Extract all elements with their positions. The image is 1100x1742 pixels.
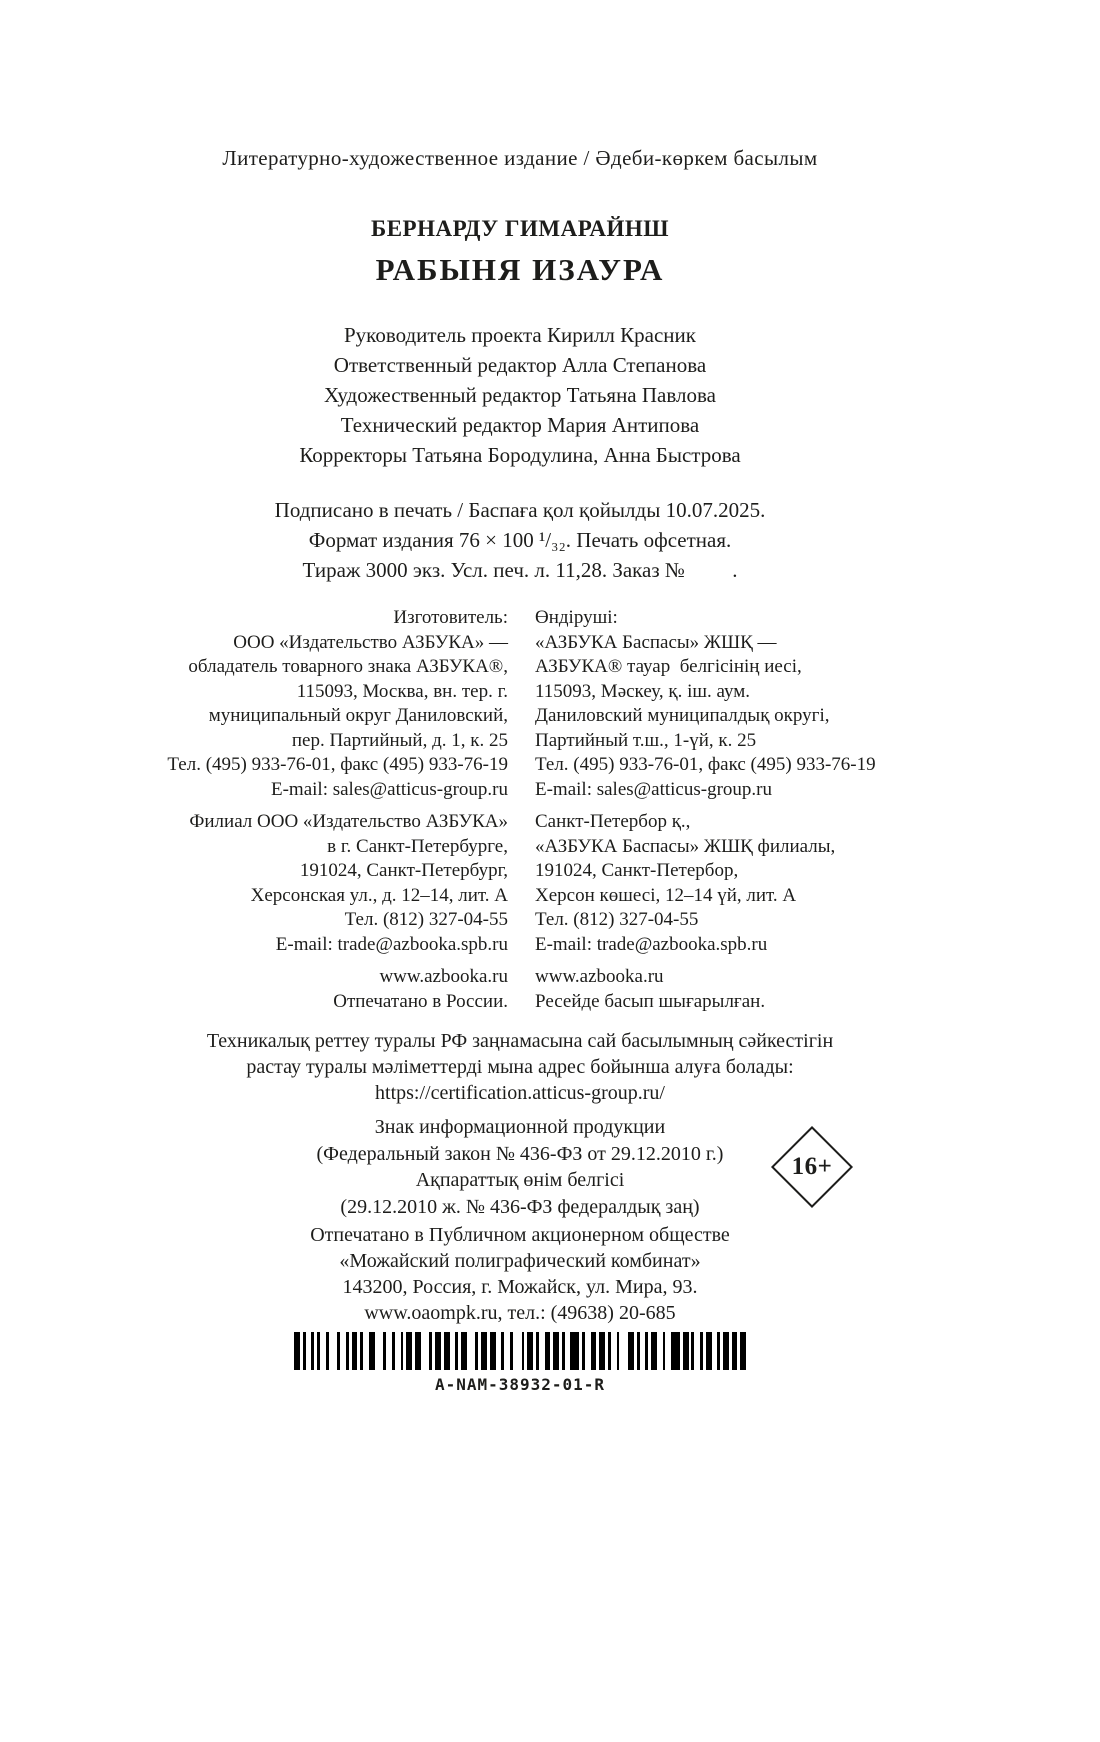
barcode-space	[467, 1332, 476, 1370]
manufacturer-kz-group-3	[535, 965, 910, 1014]
manufacturer-kz-line: Партийный т.ш., 1-үй, к. 25	[535, 729, 757, 751]
book-title: РАБЫНЯ ИЗАУРА	[375, 252, 665, 287]
certification-line: растау туралы мәліметтерді мына адрес бойынша алуға болады:	[246, 1056, 794, 1078]
printed-at-line: www.oaompk.ru, тел.: (49638) 20-685	[364, 1302, 676, 1324]
manufacturer-ru-line: Изготовитель:	[393, 607, 508, 628]
manufacturer-kz-line: Санкт-Петербор қ.,	[535, 811, 691, 832]
manufacturer-kz-line: Херсон көшесі, 12–14 үй, лит. А	[535, 884, 797, 906]
manufacturer-ru-line: E-mail: sales@atticus-group.ru	[271, 778, 508, 800]
manufacturer-kz-line: «АЗБУКА Баспасы» ЖШҚ —	[535, 631, 777, 653]
manufacturer-ru-line: Отпечатано в России.	[333, 990, 508, 1012]
manufacturer-kz-line: 115093, Мәскеу, қ. іш. аум.	[535, 680, 751, 702]
staff-line: Руководитель проекта Кирилл Красник	[344, 323, 696, 347]
manufacturer-kz-line: Ресейде басып шығарылған.	[535, 990, 766, 1012]
staff-block	[130, 320, 910, 470]
manufacturer-ru-line: 115093, Москва, вн. тер. г.	[296, 680, 508, 702]
manufacturer-section	[130, 606, 910, 1014]
print-info-line: Тираж 3000 экз. Усл. печ. л. 11,28. Заказ № .	[302, 558, 738, 582]
manufacturer-ru-line: E-mail: trade@azbooka.spb.ru	[275, 933, 508, 955]
manufacturer-kz-column	[535, 606, 910, 1014]
manufacturer-ru-line: ООО «Издательство АЗБУКА» —	[233, 631, 508, 653]
printed-at-line: «Можайский полиграфический комбинат»	[339, 1250, 701, 1272]
manufacturer-ru-line: Херсонская ул., д. 12–14, лит. А	[250, 884, 508, 906]
barcode-bar	[740, 1332, 746, 1370]
staff-line: Художественный редактор Татьяна Павлова	[324, 383, 716, 407]
manufacturer-ru-line: 191024, Санкт-Петербург,	[299, 860, 508, 881]
age-badge	[770, 1125, 854, 1209]
barcode-space	[329, 1332, 338, 1370]
info-sign-line: (Федеральный закон № 436-ФЗ от 29.12.2010 г.)	[316, 1142, 724, 1165]
barcode-bar	[570, 1332, 579, 1370]
barcode-label: A-NAM-38932-01-R	[434, 1375, 606, 1394]
info-sign-line: (29.12.2010 ж. № 436-ФЗ федералдық заң)	[340, 1195, 700, 1218]
manufacturer-kz-line: www.azbooka.ru	[535, 966, 664, 987]
certification-block	[130, 1028, 910, 1106]
manufacturer-ru-group-3	[130, 965, 508, 1014]
manufacturer-ru-group-2	[130, 810, 508, 957]
manufacturer-ru-line: Тел. (812) 327-04-55	[344, 909, 508, 930]
staff-line: Технический редактор Мария Антипова	[340, 413, 700, 437]
certification-line: https://certification.atticus-group.ru/	[375, 1082, 665, 1104]
manufacturer-kz-line: E-mail: sales@atticus-group.ru	[535, 778, 772, 800]
manufacturer-kz-line: «АЗБУКА Баспасы» ЖШҚ филиалы,	[535, 835, 836, 857]
age-badge-text: 16+	[791, 1152, 833, 1180]
info-sign-block	[130, 1114, 910, 1220]
barcode-space	[375, 1332, 384, 1370]
certification-line: Техникалық реттеу туралы РФ заңнамасына сай басылымның сәйкестігін	[206, 1030, 834, 1052]
barcode-space	[421, 1332, 430, 1370]
manufacturer-kz-line: Тел. (495) 933-76-01, факс (495) 933-76-19	[535, 754, 876, 775]
printed-at-line: Отпечатано в Публичном акционерном обществе	[310, 1224, 730, 1246]
manufacturer-ru-line: в г. Санкт-Петербурге,	[327, 835, 508, 857]
barcode-bar	[671, 1332, 680, 1370]
printed-at-block	[130, 1222, 910, 1326]
manufacturer-kz-line: Тел. (812) 327-04-55	[535, 909, 699, 930]
printed-at-line: 143200, Россия, г. Можайск, ул. Мира, 93.	[342, 1276, 698, 1298]
manufacturer-ru-group-1	[130, 606, 508, 802]
manufacturer-ru-line: обладатель товарного знака АЗБУКА®,	[188, 656, 508, 677]
manufacturer-kz-group-1	[535, 606, 910, 802]
edition-line: Литературно-художественное издание / Әдеби-көркем басылым	[222, 146, 818, 170]
manufacturer-ru-line: Филиал ООО «Издательство АЗБУКА»	[189, 811, 508, 832]
barcode	[294, 1332, 746, 1370]
manufacturer-ru-line: муниципальный округ Даниловский,	[208, 705, 508, 726]
print-info-block	[130, 495, 910, 585]
print-info-line: Формат издания 76 × 100 ¹/₃₂. Печать офсетная.	[308, 528, 732, 552]
manufacturer-kz-line: АЗБУКА® тауар белгісінің иесі,	[535, 656, 802, 677]
author-name: БЕРНАРДУ ГИМАРАЙНШ	[370, 216, 670, 241]
info-sign-line: Ақпараттық өнім белгісі	[415, 1169, 625, 1191]
manufacturer-ru-line: www.azbooka.ru	[379, 966, 508, 987]
colophon-page	[130, 0, 910, 1394]
info-sign-line: Знак информационной продукции	[374, 1116, 666, 1138]
staff-line: Корректоры Татьяна Бородулина, Анна Быстрова	[299, 443, 741, 467]
manufacturer-ru-line: Тел. (495) 933-76-01, факс (495) 933-76-19	[167, 754, 508, 775]
manufacturer-kz-group-2	[535, 810, 910, 957]
manufacturer-kz-line: Даниловский муниципалдық округі,	[535, 705, 830, 726]
manufacturer-kz-line: Өндіруші:	[535, 607, 618, 628]
manufacturer-kz-line: 191024, Санкт-Петербор,	[535, 860, 739, 881]
staff-line: Ответственный редактор Алла Степанова	[333, 353, 707, 377]
barcode-space	[619, 1332, 628, 1370]
manufacturer-ru-line: пер. Партийный, д. 1, к. 25	[291, 729, 508, 751]
barcode-space	[513, 1332, 522, 1370]
manufacturer-ru-column	[130, 606, 508, 1014]
print-info-line: Подписано в печать / Баспаға қол қойылды 10.07.2025.	[274, 498, 766, 522]
manufacturer-kz-line: E-mail: trade@azbooka.spb.ru	[535, 933, 768, 955]
